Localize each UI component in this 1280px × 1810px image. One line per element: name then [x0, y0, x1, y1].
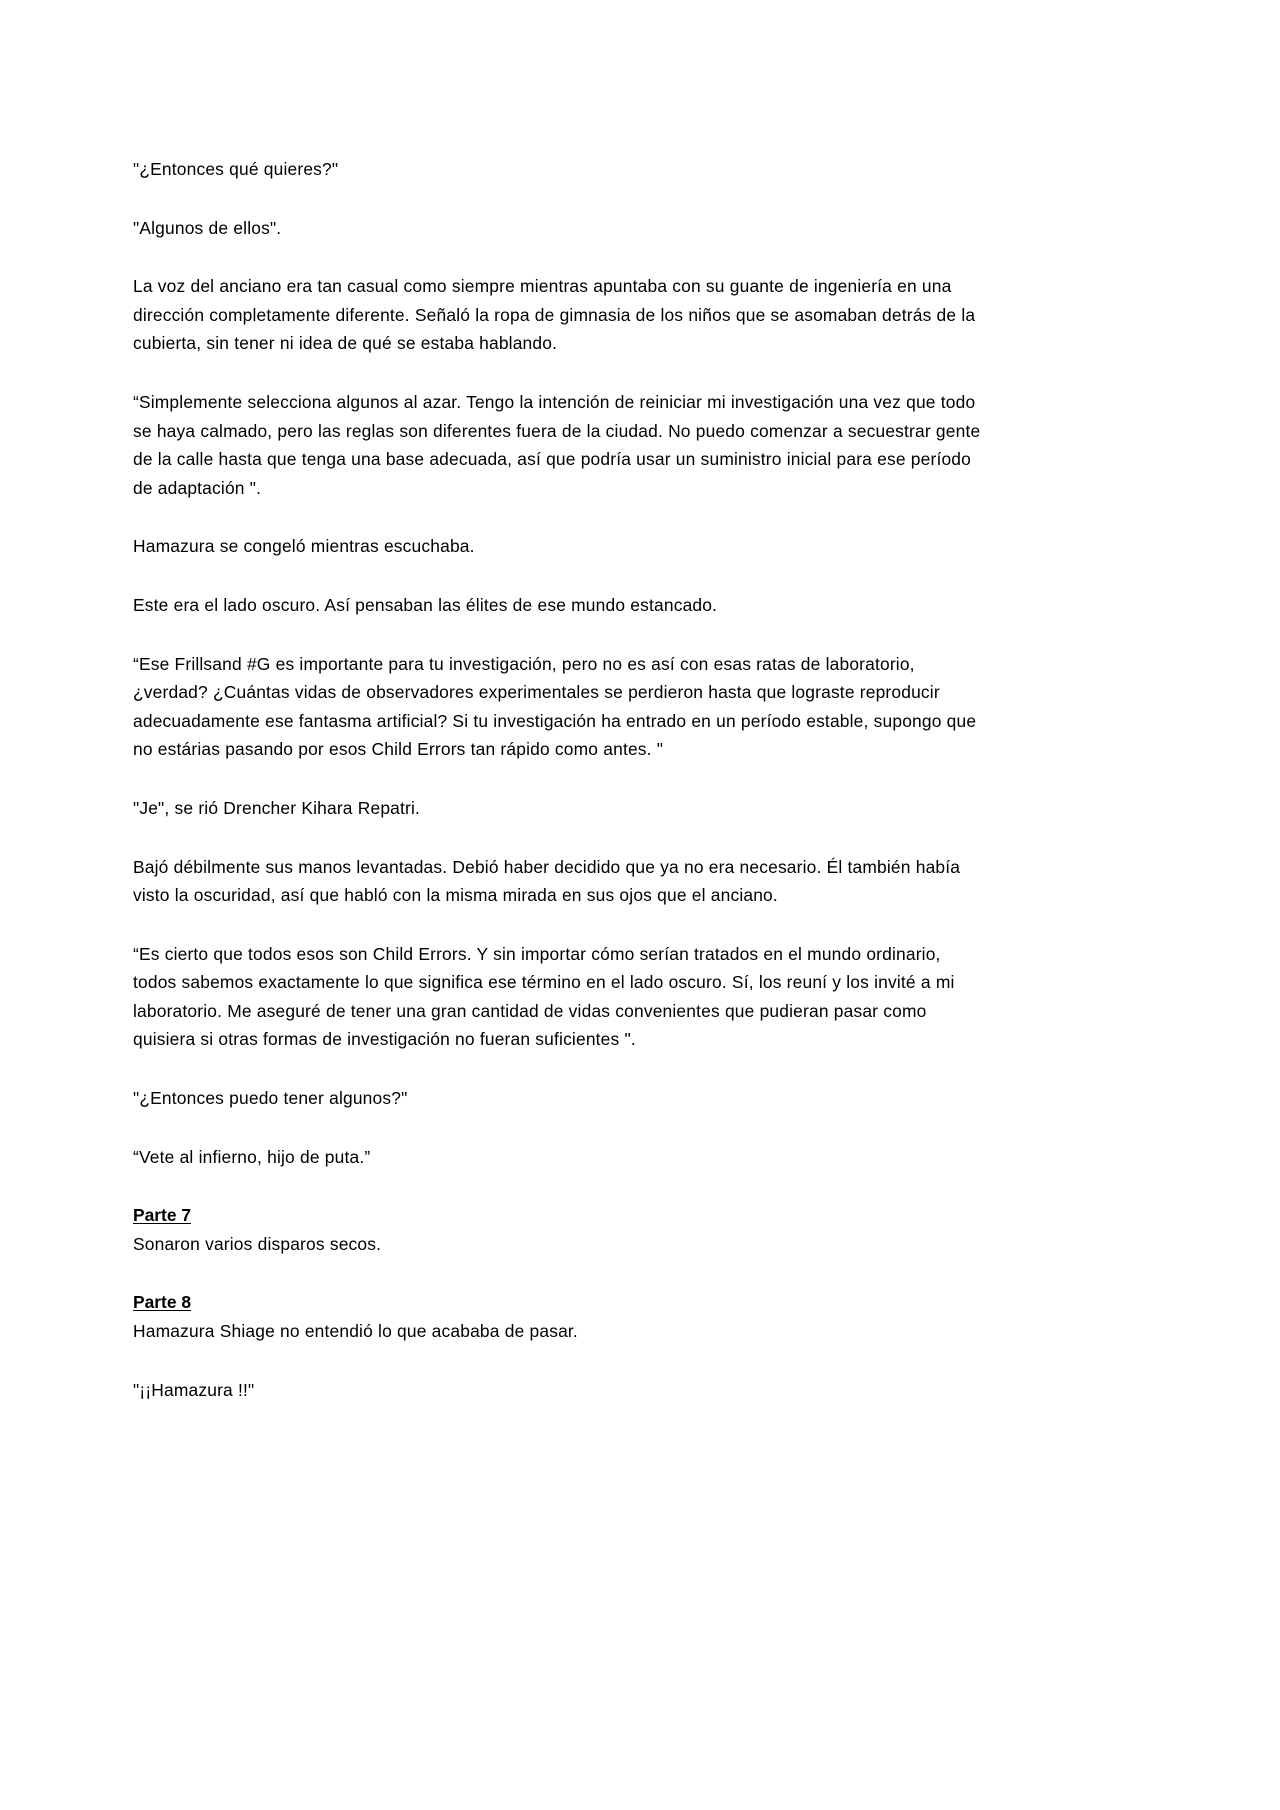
paragraph-la-voz-del-anciano: La voz del anciano era tan casual como siempre mientras apuntaba con su guante de ingeniería en una dirección completamente diferente. Señaló la ropa de gimnasia de los niños que se asomaban detrás de la cubierta, sin tener ni idea de qué se estaba hablando. [133, 276, 976, 354]
paragraph-es-cierto-que-todos: “Es cierto que todos esos son Child Errors. Y sin importar cómo serían tratados en el mundo ordinario, todos sabemos exactamente lo que significa ese término en el lado oscuro. Sí, los reuní y los invité a mi laboratorio. Me aseguré de tener una gran cantidad de vidas convenientes que pudieran pasar como quisiera si otras formas de investigación no fueran suficientes ". [133, 943, 955, 1050]
paragraph-entonces-que-quieres: "¿Entonces qué quieres?" [133, 159, 339, 179]
paragraph-hamazura-se-congelo: Hamazura se congeló mientras escuchaba. [133, 536, 475, 557]
section-parte-7-heading: Parte 7 [133, 1205, 192, 1226]
section-parte-7 [133, 1201, 985, 1258]
paragraph-ese-frillsand: “Ese Frillsand #G es importante para tu investigación, pero no es así con esas ratas de laboratorio, ¿verdad? ¿Cuántas vidas de observadores experimentales se perdieron hasta que lograste reproducir adecuadamente ese fantasma artificial? Si tu investigación ha entrado en un período estable, supongo que no estárias pasando por esos Child Errors tan rápido como antes. " [133, 653, 977, 760]
document-body [133, 155, 985, 1404]
section-parte-8-text: Hamazura Shiage no entendió lo que acababa de pasar. [133, 1321, 578, 1342]
paragraph-bajo-debilmente: Bajó débilmente sus manos levantadas. Debió haber decidido que ya no era necesario. Él también había visto la oscuridad, así que habló con la misma mirada en sus ojos que el anciano. [133, 856, 961, 906]
paragraph-algunos-de-ellos: "Algunos de ellos". [133, 217, 282, 238]
paragraph-simplemente-selecciona: “Simplemente selecciona algunos al azar. Tengo la intención de reiniciar mi investigación una vez que todo se haya calmado, pero las reglas son diferentes fuera de la ciudad. No puedo comenzar a secuestrar gente de la calle hasta que tenga una base adecuada, así que podría usar un suministro inicial para ese período de adaptación ". [133, 391, 981, 498]
paragraph-este-era-el-lado-oscuro: Este era el lado oscuro. Así pensaban las élites de ese mundo estancado. [133, 594, 718, 615]
paragraph-hamazura-exclamation: "¡¡Hamazura !!" [133, 1379, 255, 1400]
paragraph-vete-al-infierno: “Vete al infierno, hijo de puta.” [133, 1146, 371, 1167]
paragraph-je-se-rio: "Je", se rió Drencher Kihara Repatri. [133, 797, 421, 818]
section-parte-8 [133, 1288, 985, 1345]
paragraph-entonces-puedo-tener: "¿Entonces puedo tener algunos?" [133, 1088, 408, 1109]
section-parte-7-text: Sonaron varios disparos secos. [133, 1233, 382, 1254]
section-parte-8-heading: Parte 8 [133, 1292, 192, 1313]
